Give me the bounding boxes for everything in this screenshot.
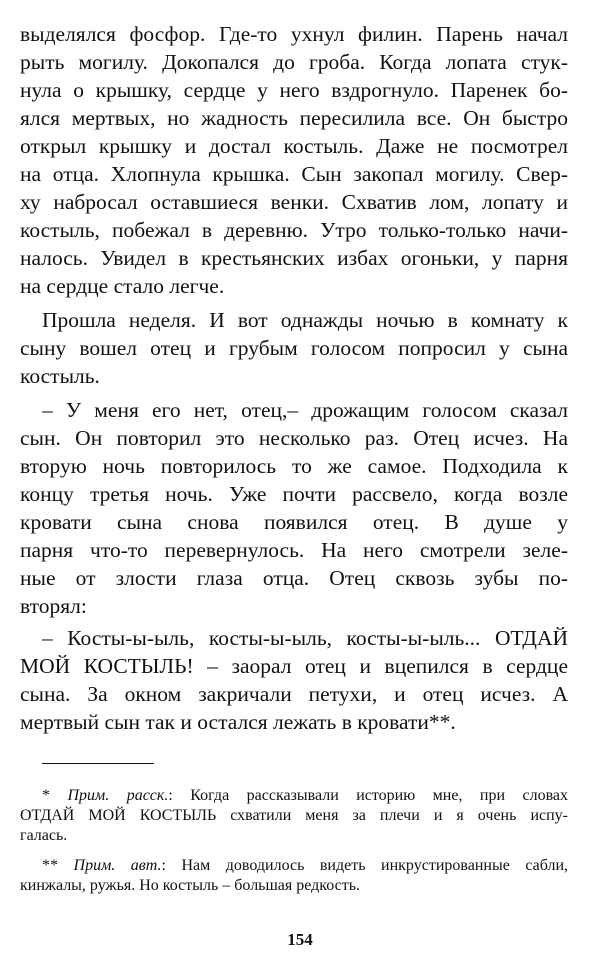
body-line: открыл крышку и достал костыль. Даже не посмотрел [20,134,568,158]
body-line: налось. Увидел в крестьянских избах огоньки, у парня [20,246,568,270]
body-line: костыль, побежал в деревню. Утро только-только начи- [20,218,568,242]
body-line: сыну вошел отец и грубым голосом попросил у сына [20,336,568,360]
body-line: – У меня его нет, отец,– дрожащим голосом сказал [42,398,568,422]
body-line: на отца. Хлопнула крышка. Сын закопал могилу. Свер- [20,162,568,186]
body-line: сына. За окном закричали петухи, и отец исчез. А [20,682,568,706]
body-line: вторял: [20,594,87,618]
body-line: мертвый сын так и остался лежать в кровати**. [20,710,456,734]
footnote-label: Прим. авт. [73,857,162,874]
footnote-2 [42,856,568,876]
body-line: ху набросал оставшиеся венки. Схватив лом, лопату и [20,190,568,214]
footnote-line: ОТДАЙ МОЙ КОСТЫЛЬ схватили меня за плечи и я очень испу- [20,807,568,824]
page-number: 154 [287,930,313,949]
body-line: ялся мертвых, но жадность пересилила все. Он быстро [20,106,568,130]
body-line: сын. Он повторил это несколько раз. Отец исчез. На [20,426,568,450]
body-line: – Косты-ы-ыль, косты-ы-ыль, косты-ы-ыль... ОТДАЙ [42,626,568,650]
body-line: костыль. [20,364,100,388]
footnote-text: : Нам доводилось видеть инкрустированные сабли, [161,857,568,874]
footnote-line: кинжалы, ружья. Но костыль – большая редкость. [20,877,361,894]
footnote-marker: ** [42,857,58,874]
body-line: выделялся фосфор. Где-то ухнул филин. Парень начал [20,22,568,46]
footnote-marker: * [42,787,50,804]
footnote-text: : Когда рассказывали историю мне, при словах [168,787,568,804]
body-line: кровати сына снова появился отец. В душе у [20,510,568,534]
body-line: рыть могилу. Докопался до гроба. Когда лопата стук- [20,50,568,74]
body-line: концу третья ночь. Уже почти рассвело, когда возле [20,482,568,506]
footnote-separator [42,763,154,764]
footnote-label: Прим. расск. [67,787,169,804]
body-line: парня что-то перевернулось. На него смотрели зеле- [20,538,568,562]
body-line: МОЙ КОСТЫЛЬ! – заорал отец и вцепился в сердце [20,654,568,678]
body-line: нула о крышку, сердце у него вздрогнуло. Паренек бо- [20,78,568,102]
body-line: ные от злости глаза отца. Отец сквозь зубы по- [20,566,568,590]
body-line: на сердце стало легче. [20,274,225,298]
footnote-line: галась. [20,827,68,844]
body-line: Прошла неделя. И вот однажды ночью в комнату к [42,308,568,332]
footnote-1 [42,786,568,806]
body-line: вторую ночь повторилось то же самое. Подходила к [20,454,568,478]
